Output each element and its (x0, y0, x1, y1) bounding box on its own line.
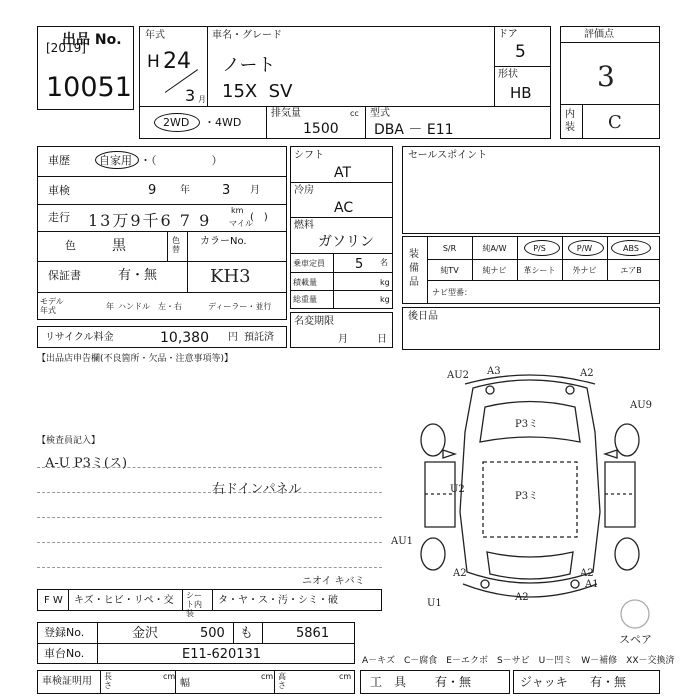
shape-value: HB (510, 84, 532, 102)
seat-label: シート内装 (186, 591, 202, 618)
mileage-paren: ( ) (250, 212, 268, 223)
history-rest: ・（ ） (140, 154, 223, 167)
equipment-sunroof: S/R (442, 244, 457, 253)
reg-number: 5861 (296, 626, 330, 641)
lot-year-tag: [2019] (46, 41, 86, 55)
expiry-day-unit: 日 (377, 334, 387, 345)
damage-mark-a1: A1 (585, 579, 599, 590)
month-unit: 月 (198, 95, 206, 104)
sales-point-label: セールスポイント (408, 150, 488, 161)
expiry-month-unit: 月 (338, 334, 348, 345)
interior-label: 内装 (565, 109, 575, 133)
registration-divider (233, 622, 234, 643)
specs-divider (333, 253, 334, 309)
fw-divider (182, 589, 183, 611)
drive-4wd: ・4WD (204, 116, 242, 129)
recycle-label: リサイクル料金 (45, 332, 114, 343)
handle-value: 左・右 (158, 302, 182, 311)
cert-divider (274, 670, 275, 694)
car-name: ノート (222, 55, 276, 76)
shift-label: シフト (294, 150, 324, 161)
chassis-value: E11-620131 (182, 647, 262, 662)
damage-mark-p3-roof: P3ミ (515, 491, 539, 502)
equipment-leather: 革シート (523, 266, 556, 275)
fw-divider (212, 589, 213, 611)
chassis-label: 車台No. (44, 647, 85, 660)
month-value: 3 (185, 86, 196, 105)
fw-text2: タ・ヤ・ス・汚・シミ・破 (218, 595, 338, 606)
cert-label: 車検証明用 (42, 676, 92, 687)
reg-class: 500 (200, 626, 225, 641)
damage-mark-u2: U2 (450, 484, 465, 495)
header-divider (139, 106, 551, 107)
mileage-unit-mile: マイル (229, 219, 253, 228)
cert-divider (100, 670, 101, 694)
lot-label: 出品 No. (62, 32, 122, 48)
header-box (139, 26, 551, 139)
damage-mark-a2-left: A2 (453, 568, 467, 579)
year-value: 24 (163, 49, 191, 74)
recycle-unit: 円 (228, 332, 238, 343)
color-no-label: カラーNo. (200, 236, 247, 247)
inspection-month: 3 (222, 183, 231, 198)
equipment-navi: 純ナビ (482, 266, 507, 275)
registration-divider (262, 622, 263, 643)
fw-label: F W (44, 595, 63, 606)
retrofit-label: 後日品 (408, 311, 438, 322)
retrofit-box (402, 307, 660, 350)
damage-mark-u1: U1 (427, 598, 442, 609)
height-unit: cm (339, 672, 352, 681)
mileage-label: 走行 (48, 211, 70, 224)
fuel-label: 燃料 (294, 220, 314, 231)
equipment-power-windows: P/W (576, 244, 593, 253)
model-year-label: モデル年式 (40, 297, 64, 315)
color-change-label: 色替 (172, 236, 180, 254)
equipment-divider (427, 259, 660, 260)
drive-2wd: 2WD (163, 116, 190, 129)
width-unit: cm (261, 672, 274, 681)
header-divider (494, 66, 551, 67)
inspection-label: 車検 (48, 184, 70, 197)
specs-divider (290, 290, 393, 291)
damage-mark-au1: AU1 (391, 536, 414, 547)
score-divider (560, 42, 660, 43)
load-unit: kg (380, 278, 390, 287)
reg-label: 登録No. (44, 626, 85, 639)
equipment-airbag: エアB (620, 266, 642, 275)
lot-number: 10051 (46, 72, 132, 103)
equipment-divider (427, 280, 660, 281)
warranty-label: 保証書 (48, 269, 81, 282)
registration-divider (97, 622, 98, 664)
inspector-note-2: 右ドインパネル (212, 482, 302, 497)
registration-divider (37, 643, 355, 644)
details-divider (37, 176, 287, 177)
gross-unit: kg (380, 295, 390, 304)
displacement-unit: cc (350, 109, 359, 118)
handle-label: ハンドル (118, 302, 150, 311)
header-divider (266, 106, 267, 139)
note-line (37, 542, 382, 543)
length-unit: cm (163, 672, 176, 681)
expiry-label: 名変期限 (294, 316, 334, 327)
details-divider (167, 231, 168, 261)
equipment-tv: 純TV (440, 266, 459, 275)
year-era: H (147, 52, 160, 72)
shape-label: 形状 (498, 69, 518, 80)
equipment-ext-navi: 外ナビ (572, 266, 597, 275)
inspection-year: 9 (148, 183, 157, 198)
damage-legend: A－キズ C－腐食 E－エクボ S－サビ U－凹ミ W－補修 XX－交換済 (362, 656, 675, 666)
fw-text: キズ・ヒビ・リペ・交 (74, 595, 174, 606)
header-divider (207, 26, 208, 106)
score-divider (582, 104, 583, 139)
equipment-alloy-wheels: 純A/W (482, 244, 507, 253)
car-diagram (391, 362, 665, 632)
displacement-label: 排気量 (271, 108, 301, 119)
displacement-value: 1500 (303, 121, 339, 137)
note-line (37, 517, 382, 518)
interior-value: C (608, 112, 622, 133)
jack-label: ジャッキ (520, 675, 568, 689)
score-label: 評価点 (584, 29, 614, 40)
cert-divider (175, 670, 176, 694)
door-label: ドア (498, 29, 518, 40)
specs-divider (290, 253, 393, 254)
specs-divider (290, 272, 393, 273)
damage-mark-a2-right: A2 (580, 568, 594, 579)
fw-handwritten: ニオイ キバミ (302, 576, 365, 587)
header-divider (365, 106, 366, 139)
capacity-unit: 名 (380, 258, 388, 267)
equipment-abs: ABS (623, 244, 639, 253)
inspection-year-unit: 年 (180, 185, 190, 196)
shift-value: AT (334, 165, 352, 181)
details-divider (37, 292, 287, 293)
note-line (37, 492, 382, 493)
details-divider (37, 261, 287, 262)
inspector-note-1: A-U P3ミ(ス) (45, 456, 128, 471)
model-value: DBA － E11 (374, 122, 454, 138)
details-box (37, 146, 287, 320)
warranty-value: 有・無 (118, 268, 158, 283)
damage-mark-au2: AU2 (447, 370, 470, 381)
tools-label: 工 具 (370, 675, 407, 689)
specs-divider (290, 182, 393, 183)
note-line (37, 567, 382, 568)
equipment-power-steering: P/S (533, 244, 546, 253)
reg-area: 金沢 (132, 626, 159, 641)
details-divider (37, 231, 287, 232)
navi-model-label: ナビ型番： (432, 288, 472, 297)
grade: 15X SV (222, 81, 293, 102)
damage-mark-p3-hood: P3ミ (515, 419, 539, 430)
damage-mark-a3: A3 (487, 366, 501, 377)
score-divider (560, 104, 660, 105)
ac-value: AC (334, 200, 354, 216)
color-value: 黒 (112, 238, 126, 254)
color-no-value: KH3 (210, 266, 251, 287)
ac-label: 冷房 (294, 185, 314, 196)
dealer-label: ディーラー・並行 (208, 302, 272, 311)
details-divider (37, 204, 287, 205)
score-value: 3 (597, 60, 615, 93)
recycle-note: 預託済 (244, 332, 274, 343)
capacity-value: 5 (355, 257, 364, 272)
model-label: 型式 (370, 108, 390, 119)
gross-label: 総重量 (293, 295, 317, 304)
height-label: 高さ (278, 672, 286, 690)
damage-mark-au9: AU9 (630, 400, 653, 411)
load-label: 積載量 (293, 278, 317, 287)
damage-mark-a2-rear: A2 (515, 592, 529, 603)
model-year-unit: 年 (106, 302, 114, 311)
specs-divider (290, 217, 393, 218)
mileage-unit-km: km (231, 206, 244, 215)
capacity-label: 乗車定員 (293, 259, 325, 268)
spare-label: スペア (619, 633, 652, 646)
inspector-label: 【検査員記入】 (37, 436, 101, 446)
color-label: 色 (65, 239, 76, 252)
length-label: 長さ (104, 672, 112, 690)
fuel-value: ガソリン (318, 234, 374, 250)
fw-divider (68, 589, 69, 611)
recycle-value: 10,380 (160, 330, 209, 346)
year-label: 年式 (145, 30, 165, 41)
details-divider (187, 231, 188, 292)
seller-notes-label: 【出品店申告欄(不良箇所・欠品・注意事項等)】 (37, 354, 234, 364)
reg-kana: も (240, 626, 254, 641)
inspection-month-unit: 月 (250, 185, 260, 196)
history-label: 車歴 (48, 154, 70, 167)
door-value: 5 (515, 42, 526, 62)
damage-mark-a2-roof: A2 (580, 368, 594, 379)
tools-value: 有・無 (435, 675, 472, 689)
jack-value: 有・無 (590, 675, 627, 689)
mileage-value: 13万9千6 7 9 (88, 211, 212, 230)
equipment-label: 装備品 (409, 249, 419, 288)
history-value: 自家用 (99, 154, 132, 167)
width-label: 幅 (180, 678, 190, 689)
name-label: 車名・グレード (212, 30, 282, 41)
